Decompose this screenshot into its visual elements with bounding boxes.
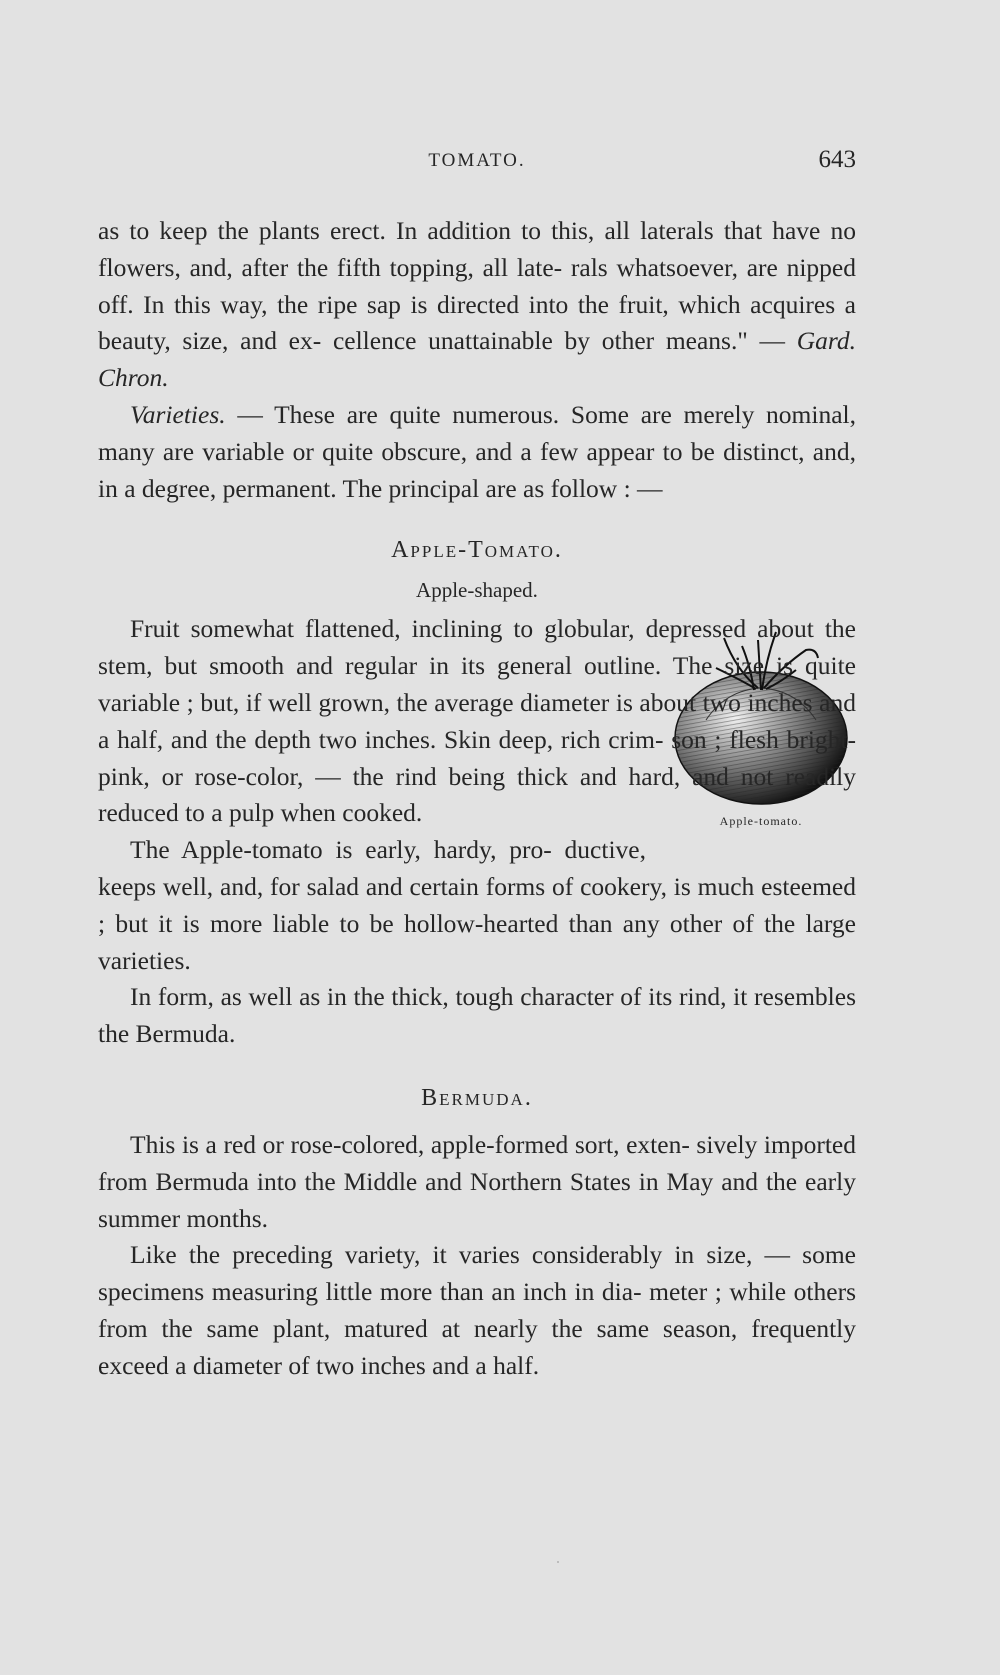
paragraph-continuation — [98, 213, 856, 397]
paragraph-text: as to keep the plants erect. In addition to this, all laterals that have no flowers, and, after the fifth topping, all late- rals whatsoever, are nipped off. In this way, the ripe sap is directed into the fruit, which acquires a beauty, size, and ex- cellence unattainable by other means." — — [98, 216, 856, 356]
page-body — [98, 213, 856, 1385]
paragraph-text: Fruit somewhat flattened, inclining to globular, depressed about the stem, but smooth and regular in its general outline. The size is quite variable ; but, if well grown, the average diameter is about two inches and a half, and the depth two inches. Skin deep, rich crim- son ; flesh bright-pink, or rose-color, — the rind being thick and hard, and not readily reduced to a pulp when cooked. — [98, 614, 856, 828]
paragraph-text: — These are quite numerous. Some are merely nominal, many are variable or quite obscure, and a few appear to be distinct, and, in a degree, permanent. The principal are as follow : — — [98, 399, 856, 503]
section-heading-apple-tomato: Apple-Tomato. — [391, 537, 563, 564]
running-head — [98, 146, 856, 176]
paragraph-apple-form: In form, as well as in the thick, tough character of its rind, it resembles the Bermuda. — [98, 982, 856, 1049]
running-title: TOMATO. — [428, 150, 526, 171]
paragraph-bermuda-size: Like the preceding variety, it varies considerably in size, — some specimens measuring little more than an inch in dia- meter ; while others from the same plant, matured at nearly the same season, frequently exceed a diameter of two inches and a half. — [98, 1240, 856, 1380]
page-speck — [557, 1561, 559, 1563]
paragraph-bermuda-description: This is a red or rose-colored, apple-formed sort, exten- sively imported from Bermuda into the Middle and Northern States in May and the early summer months. — [98, 1129, 856, 1233]
section-subheading: Apple-shaped. — [416, 578, 538, 603]
paragraph-varieties — [98, 397, 856, 507]
section-heading-bermuda: Bermuda. — [421, 1084, 533, 1111]
figure-caption: Apple-tomato. — [719, 814, 803, 829]
varieties-lead: Varieties. — [130, 399, 226, 429]
citation: Gard. Chron. — [98, 326, 856, 393]
paragraph-apple-qualities: The Apple-tomato is early, hardy, pro- ductive, keeps well, and, for salad and certain forms of cookery, is much esteemed ; but it is more liable to be hollow-hearted than any other of the large varieties. — [98, 835, 856, 975]
page-number: 643 — [818, 146, 856, 173]
